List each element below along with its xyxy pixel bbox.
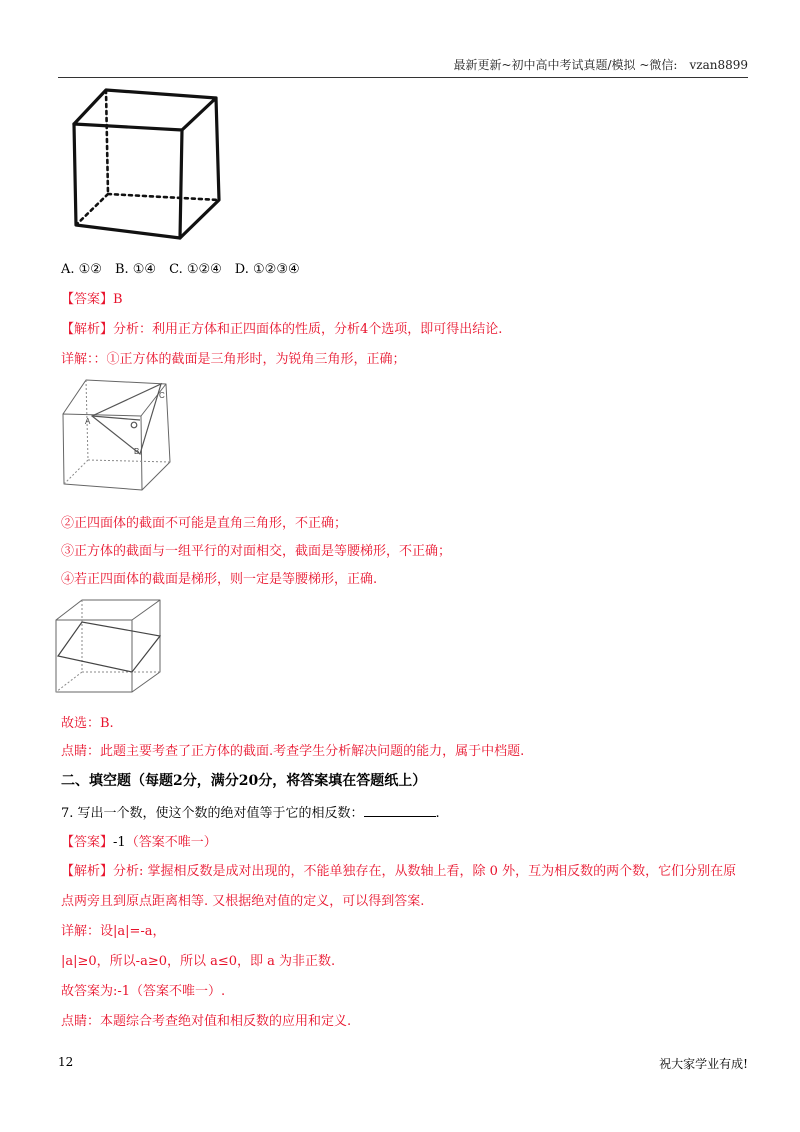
- point-2: ②正四面体的截面不可能是直角三角形，不正确；: [61, 516, 348, 531]
- answer-options: A. ①② B. ①④ C. ①②④ D. ①②③④: [61, 262, 300, 277]
- answer2-block: [61, 831, 751, 850]
- analysis-block: [61, 318, 751, 337]
- detail2-line-2: |a|≥0，所以-a≥0，所以 a≤0，即 a 为非正数.: [61, 954, 336, 969]
- question-7: [61, 802, 751, 821]
- question-7-tail: .: [435, 806, 440, 821]
- cube-trapezoid-section-figure: [52, 596, 170, 696]
- answer2-value: -1: [113, 835, 126, 850]
- point-4: ④若正四面体的截面是梯形，则一定是等腰梯形，正确.: [61, 572, 378, 587]
- footer-slogan: 祝大家学业有成!: [659, 1057, 748, 1071]
- question-7-text: 7. 写出一个数，使这个数的绝对值等于它的相反数：: [61, 806, 364, 821]
- answer-value: B: [113, 292, 123, 307]
- page-number: 12: [58, 1055, 74, 1069]
- point-3: ③正方体的截面与一组平行的对面相交，截面是等腰梯形，不正确；: [61, 544, 452, 559]
- analysis2-line-1: 分析: 掌握相反数是成对出现的，不能单独存在，从数轴上看，除 0 外，互为相反数的两个数，它们分别在原: [113, 864, 737, 879]
- choose-line: 故选：B.: [61, 716, 114, 731]
- analysis2-line-2: 点两旁且到原点距离相等. 又根据绝对值的定义，可以得到答案.: [61, 894, 425, 909]
- answer2-label: 【答案】: [61, 835, 114, 850]
- comment-2: 点睛：本题综合考查绝对值和相反数的应用和定义.: [61, 1014, 352, 1029]
- answer2-note: （答案不唯一）: [125, 835, 217, 850]
- vertex-label-a: A: [85, 417, 91, 426]
- analysis-text: 分析：利用正方体和正四面体的性质，分析4个选项，即可得出结论.: [113, 322, 503, 337]
- cube-figure: [64, 82, 224, 242]
- answer-block: [61, 288, 751, 307]
- answer-blank: [364, 804, 436, 817]
- detail-line-1: 详解：：①正方体的截面是三角形时，为锐角三角形，正确；: [61, 352, 406, 367]
- page-header: 最新更新~初中高中考试真题/模拟 ~微信: vzan8899: [453, 58, 748, 72]
- analysis2-block: [61, 860, 751, 879]
- answer-label: 【答案】: [61, 292, 114, 307]
- detail2-line-3: 故答案为:-1（答案不唯一）.: [61, 984, 226, 999]
- cube-triangle-section-figure: [58, 372, 178, 494]
- header-divider: [58, 77, 748, 78]
- comment-1: 点睛：此题主要考查了正方体的截面.考查学生分析解决问题的能力，属于中档题.: [61, 744, 525, 759]
- vertex-label-b: B: [134, 447, 140, 456]
- vertex-label-c: C: [159, 391, 165, 400]
- section-title: 二、填空题（每题2分，满分20分，将答案填在答题纸上）: [61, 773, 427, 789]
- analysis-label: 【解析】: [61, 322, 114, 337]
- analysis2-label: 【解析】: [61, 864, 114, 879]
- detail2-line-1: 详解：设|a|=-a，: [61, 924, 166, 939]
